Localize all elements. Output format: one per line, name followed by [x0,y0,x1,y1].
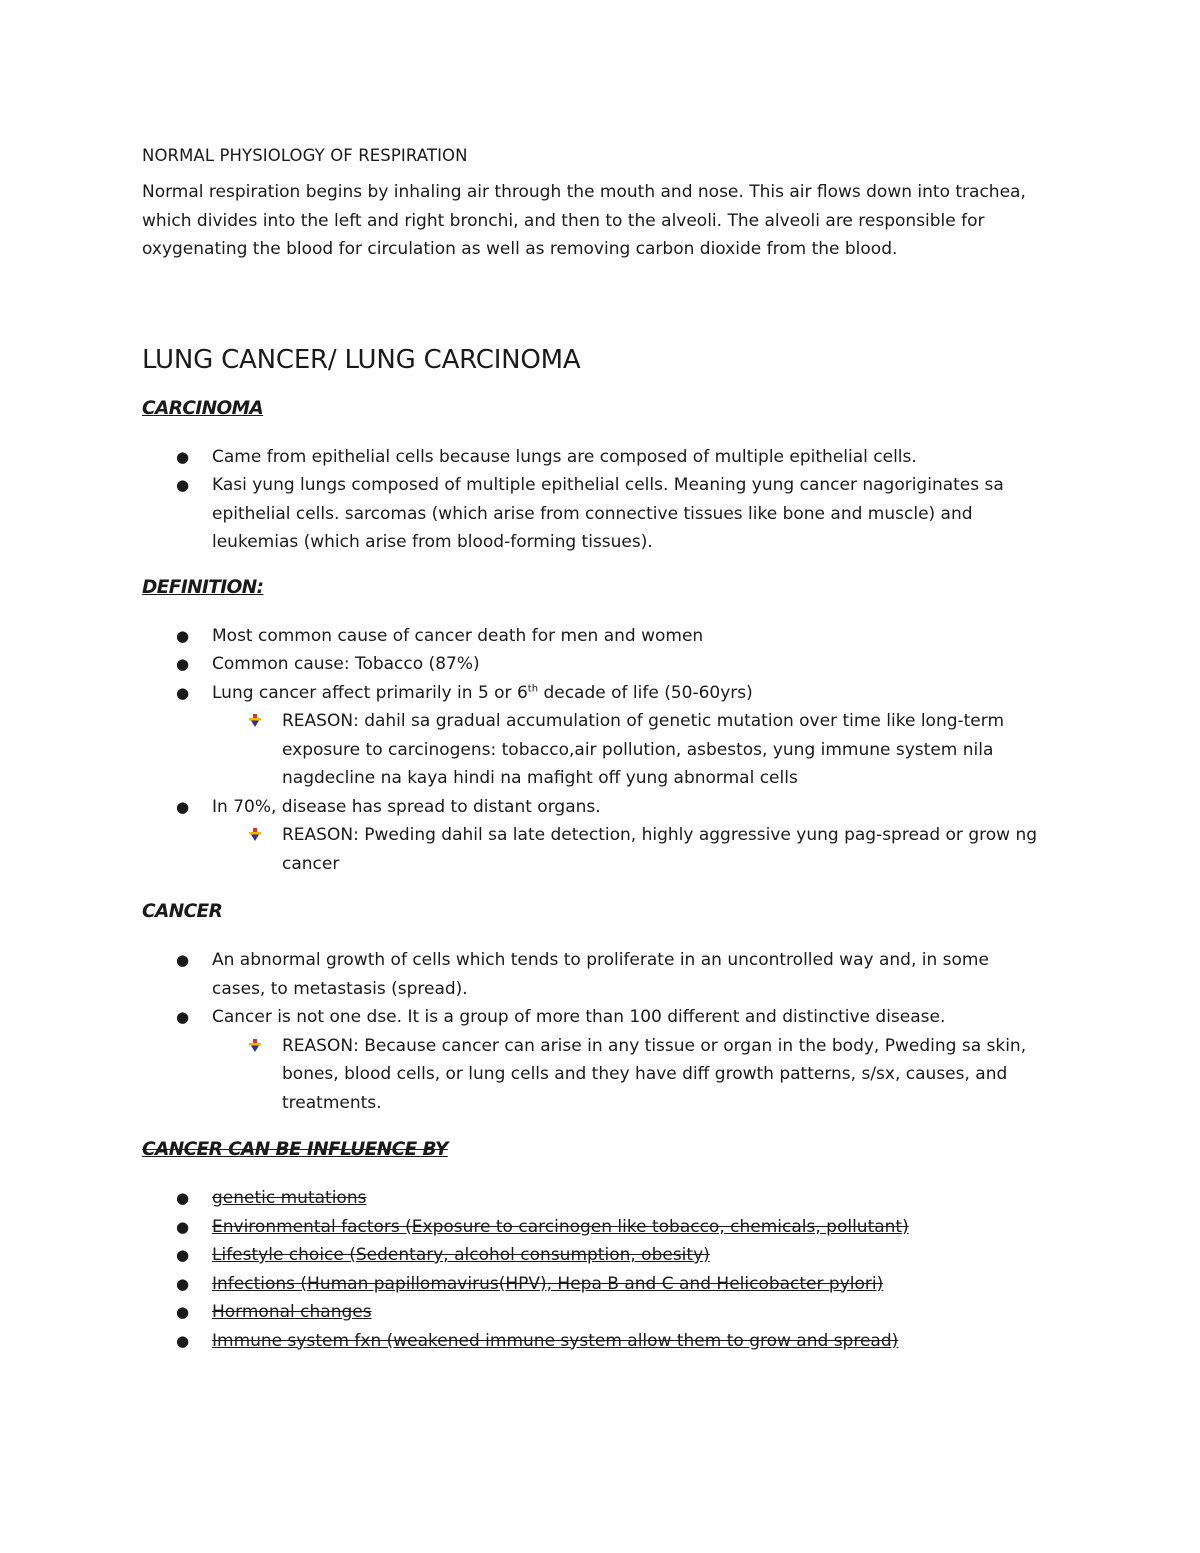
influence-list [142,1184,1062,1355]
list-item [142,443,1062,472]
list-item [142,1298,1062,1327]
reason-item [142,707,1062,793]
reason-text: exposure to carcinogens: tobacco,air pollution, asbestos, yung immune system nila [282,739,994,760]
list-item-text: Immune system fxn (weakened immune system allow them to grow and spread) [212,1330,899,1351]
list-item [142,650,1062,679]
list-item-text: Lifestyle choice (Sedentary, alcohol consumption, obesity) [212,1245,710,1265]
definition-list [142,622,1062,879]
bullet-icon: ● [176,1217,190,1236]
physiology-paragraph [142,178,1062,264]
bullet-icon: ● [176,626,190,645]
list-item [142,1241,1062,1270]
main-title: LUNG CANCER/ LUNG CARCINOMA [142,344,581,375]
reason-list [142,1032,1062,1118]
list-item-text: cases, to metastasis (spread). [212,978,468,999]
reason-text: REASON: Pweding dahil sa late detection, highly aggressive yung pag-spread or grow ng [282,825,1038,845]
list-item [142,946,1062,1003]
arrow-bullet-icon [248,828,262,842]
bullet-icon: ● [176,1303,190,1321]
list-item [142,793,1062,879]
bullet-icon: ● [176,447,190,466]
list-item-text: Kasi yung lungs composed of multiple epithelial cells. Meaning yung cancer nagoriginates sa [212,475,1004,495]
list-item [142,622,1062,651]
bullet-icon: ● [176,1008,190,1026]
arrow-bullet-icon [248,1039,262,1053]
cancer-heading: CANCER [142,901,223,922]
list-item-text: Most common cause of cancer death for men and women [212,625,704,646]
bullet-icon: ● [176,1331,190,1350]
list-item [142,1003,1062,1117]
list-item-text: epithelial cells. sarcomas (which arise from connective tissues like bone and muscle) and [212,503,973,524]
reason-item [142,821,1062,878]
reason-text: nagdecline na kaya hindi na mafight off yung abnormal cells [282,768,798,788]
list-item-text: Cancer is not one dse. It is a group of more than 100 different and distinctive disease. [212,1007,946,1027]
bullet-icon: ● [176,655,190,673]
superscript: th [527,682,539,694]
influence-heading: CANCER CAN BE INFLUENCE BY [142,1139,448,1160]
reason-text: REASON: Because cancer can arise in any tissue or organ in the body, Pweding sa skin, [282,1035,1027,1056]
list-item-text: leukemias (which arise from blood-forming tissues). [212,532,653,552]
bullet-icon: ● [176,683,190,702]
carcinoma-list [142,443,1062,557]
list-item-text: decade of life (50-60yrs) [538,682,753,703]
list-item [142,679,1062,793]
definition-heading: DEFINITION: [142,576,264,598]
list-item-text: Common cause: Tobacco (87%) [212,654,480,674]
list-item-text: Hormonal changes [212,1302,372,1322]
physiology-line: which divides into the left and right bronchi, and then to the alveoli. The alveoli are responsible for [142,210,985,231]
list-item [142,1270,1062,1299]
reason-text: REASON: dahil sa gradual accumulation of genetic mutation over time like long-term [282,711,1005,731]
list-item-text: Infections (Human papillomavirus(HPV), Hepa B and C and Helicobacter pylori) [212,1273,884,1294]
reason-text: bones, blood cells, or lung cells and they have diff growth patterns, s/sx, causes, and [282,1064,1008,1084]
list-item-text: genetic mutations [212,1188,367,1208]
list-item-text: In 70%, disease has spread to distant organs. [212,796,601,817]
cancer-list [142,946,1062,1117]
list-item-text: Came from epithelial cells because lungs are composed of multiple epithelial cells. [212,446,917,467]
reason-item [142,1032,1062,1118]
arrow-bullet-icon [248,714,262,728]
bullet-icon: ● [176,951,190,969]
carcinoma-heading: CARCINOMA [142,397,264,419]
list-item-text: Environmental factors (Exposure to carcinogen like tobacco, chemicals, pollutant) [212,1216,909,1237]
list-item [142,1184,1062,1213]
bullet-icon: ● [176,1246,190,1264]
list-item-text: Lung cancer affect primarily in 5 or 6 [212,682,528,703]
bullet-icon: ● [176,1189,190,1207]
reason-list [142,707,1062,793]
reason-list [142,821,1062,878]
physiology-line: Normal respiration begins by inhaling air through the mouth and nose. This air flows down into trachea, [142,182,1026,202]
physiology-heading: NORMAL PHYSIOLOGY OF RESPIRATION [142,146,468,165]
bullet-icon: ● [176,1274,190,1293]
document-content [142,146,1062,1355]
bullet-icon: ● [176,476,190,494]
bullet-icon: ● [176,797,190,816]
list-item [142,1327,1062,1356]
physiology-line: oxygenating the blood for circulation as well as removing carbon dioxide from the blood. [142,239,898,259]
reason-text: treatments. [282,1092,382,1113]
list-item [142,471,1062,557]
list-item [142,1213,1062,1242]
list-item-text: An abnormal growth of cells which tends to proliferate in an uncontrolled way and, in some [212,950,989,970]
reason-text: cancer [282,853,340,874]
